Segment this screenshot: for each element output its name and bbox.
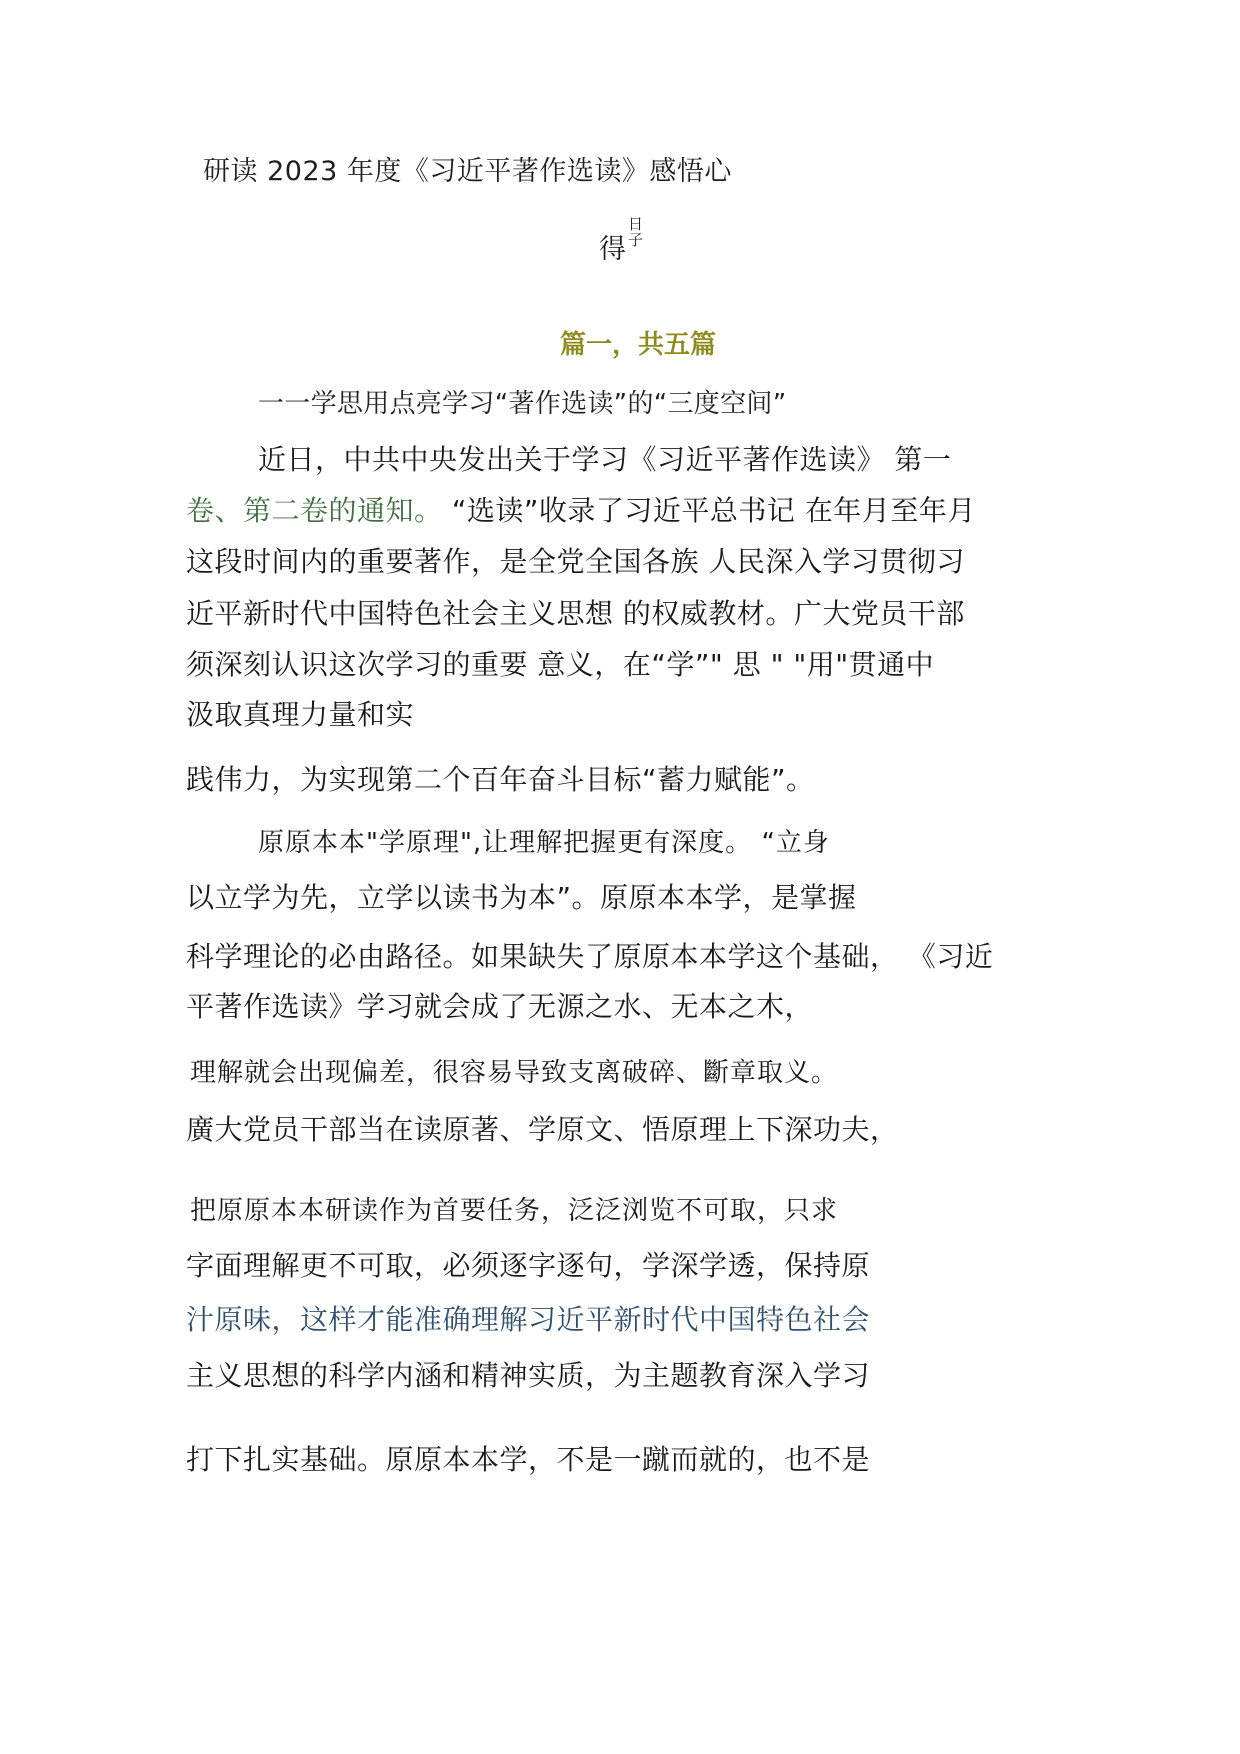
document-title-superscript: 日子 [628,215,644,249]
paragraph1-line1: 近日，中共中央发出关于学习《习近平著作选读》 第一 [258,443,952,476]
paragraph1-line3: 这段时间内的重要著作，是全党全国各族 人民深入学习贯彻习 [186,545,965,578]
document-title-line2: 得 [599,234,627,265]
paragraph2-line5: 理解就会出现偏差，很容易导致支离破碎、斷章取义。 [190,1058,839,1088]
paragraph2-line4: 平著作选读》学习就会成了无源之水、无本之木， [186,990,814,1023]
section-label: 篇一，共五篇 [560,330,717,360]
paragraph2-line7: 把原原本本研读作为首要任务，泛泛浏览不可取，只求 [190,1196,839,1226]
paragraph2-line9-part1: 汁原味， [186,1303,301,1336]
paragraph2-line9-part2: 这样才能准确理解习近平新时代中国特色社会 [300,1303,871,1336]
paragraph2-line3: 科学理论的必由路径。如果缺失了原原本本学这个基础， 《习近 [186,940,994,973]
document-subtitle: 一一学思用点亮学习“著作选读”的“三度空间” [258,389,787,419]
paragraph2-line10: 主义思想的科学内涵和精神实质，为主题教育深入学习 [186,1359,871,1392]
paragraph2-line1: 原原本本"学原理",让理解把握更有深度。 “立身 [258,828,830,858]
paragraph1-line6: 汲取真理力量和实 [186,698,415,731]
paragraph2-line6: 廣大党员干部当在读原著、学原文、悟原理上下深功夫， [186,1113,899,1146]
paragraph2-line9 [186,1303,871,1336]
paragraph1-line5: 须深刻认识这次学习的重要 意义，在“学”" 思 " "用"贯通中 [186,648,935,681]
paragraph1-line7: 践伟力，为实现第二个百年奋斗目标“蓄力赋能”。 [186,763,815,796]
paragraph2-line2: 以立学为先，立学以读书为本”。原原本本学，是掌握 [186,881,857,914]
paragraph1-line2-rest: “选读”收录了习近平总书记 在年月至年月 [442,494,976,527]
document-title-line1: 研读 2023 年度《习近平著作选读》感悟心 [203,156,732,187]
paragraph2-line11: 打下扎实基础。原原本本学，不是一蹴而就的，也不是 [186,1443,871,1476]
paragraph1-line2-green: 卷、第二卷的通知。 [186,494,443,527]
paragraph2-line8: 字面理解更不可取，必须逐字逐句，学深学透，保持原 [186,1249,871,1282]
paragraph1-line2 [186,494,976,527]
paragraph1-line4: 近平新时代中国特色社会主义思想 的权威教材。广大党员干部 [186,597,965,630]
